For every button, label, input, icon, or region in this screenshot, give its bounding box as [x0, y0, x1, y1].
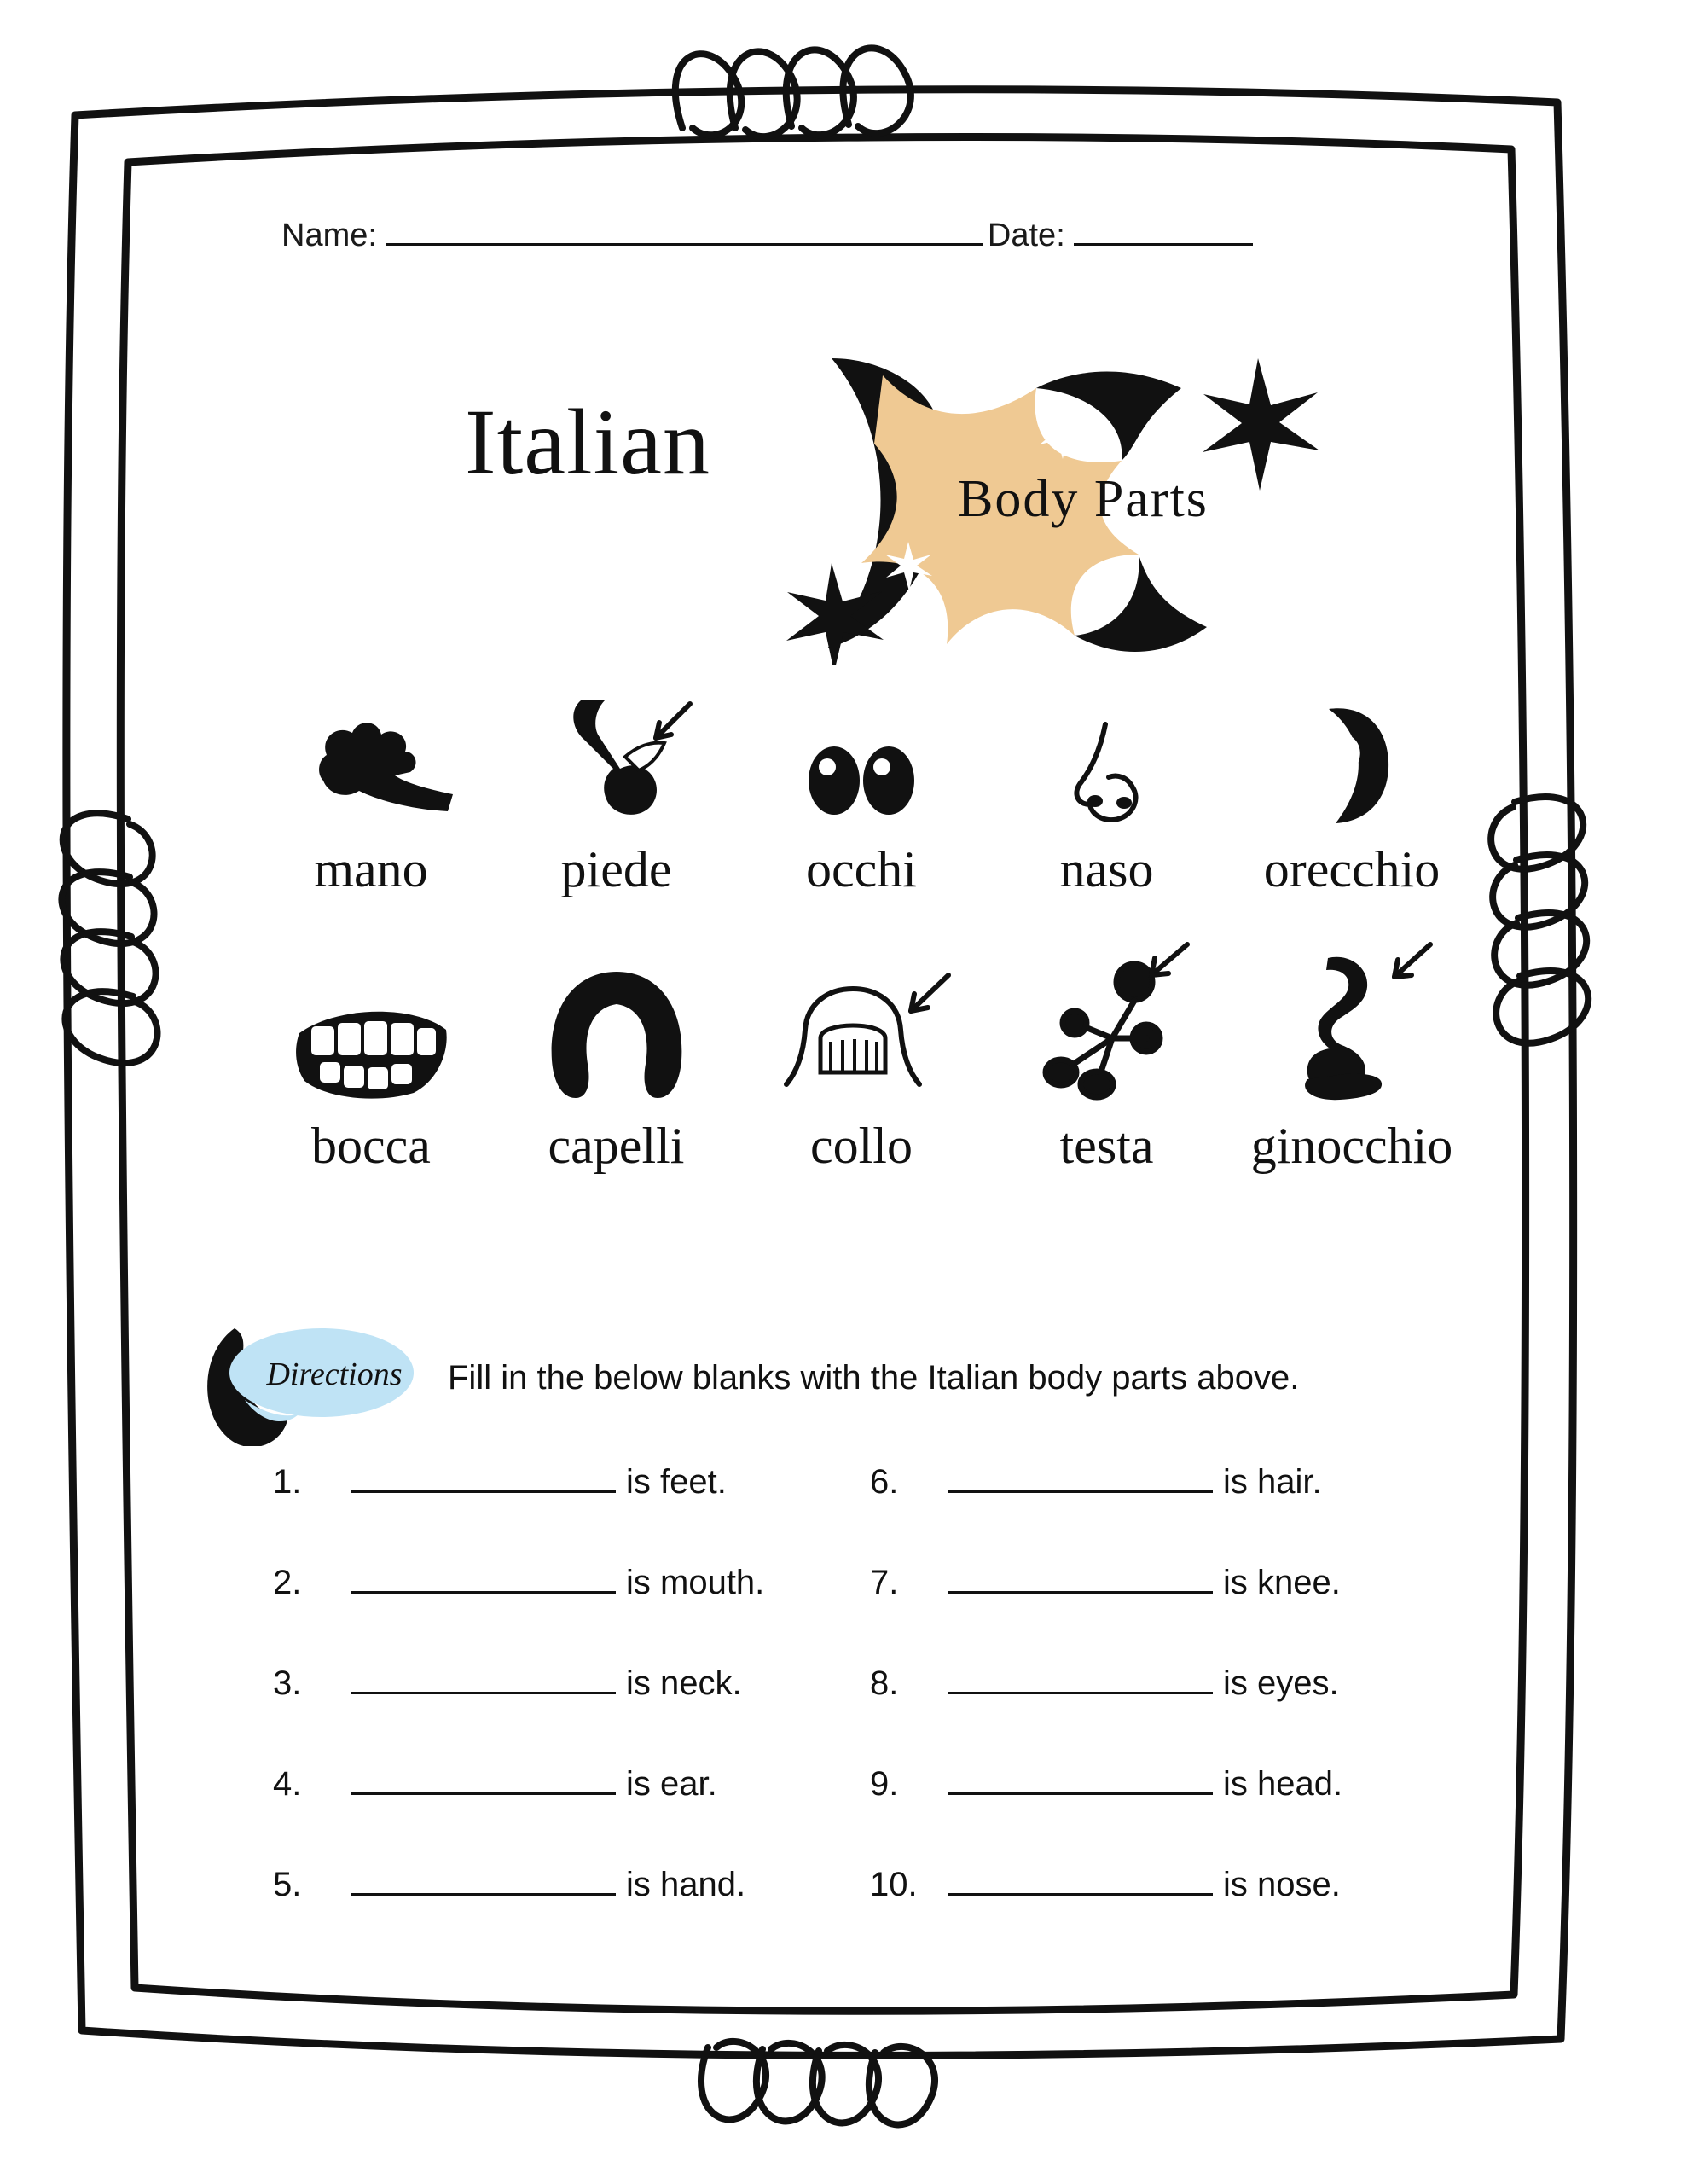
- answer-blank[interactable]: [948, 1893, 1213, 1896]
- directions-badge-label: Directions: [266, 1356, 403, 1392]
- page-title: Italian: [465, 390, 710, 494]
- neck-icon: [746, 950, 977, 1108]
- answer-blank[interactable]: [948, 1490, 1213, 1493]
- vocabulary-grid: [256, 674, 1467, 1227]
- question-number: 4.: [273, 1765, 302, 1803]
- vocab-word: ginocchio: [1250, 1118, 1453, 1174]
- vocab-item-collo: [746, 950, 977, 1176]
- date-input-line[interactable]: [1074, 243, 1253, 246]
- name-label: Name:: [281, 218, 377, 253]
- question-row: [273, 1765, 870, 1866]
- question-text: is ear.: [626, 1765, 717, 1803]
- vocab-word: piede: [560, 841, 672, 897]
- question-text: is hair.: [1223, 1463, 1322, 1501]
- hair-icon: [501, 950, 732, 1108]
- vocab-word: naso: [1059, 841, 1154, 897]
- question-number: 8.: [870, 1664, 899, 1702]
- vocab-item-mano: [256, 674, 486, 899]
- question-text: is mouth.: [626, 1564, 765, 1601]
- question-number: 9.: [870, 1765, 899, 1803]
- question-number: 3.: [273, 1664, 302, 1702]
- vocab-item-occhi: [746, 674, 977, 899]
- vocabulary-row-1: [256, 674, 1467, 899]
- question-row: [870, 1866, 1467, 1966]
- name-input-line[interactable]: [386, 243, 983, 246]
- vocab-word: testa: [1059, 1118, 1154, 1174]
- hand-icon: [256, 674, 486, 832]
- answer-blank[interactable]: [351, 1591, 616, 1594]
- question-text: is eyes.: [1223, 1664, 1339, 1702]
- question-row: [870, 1664, 1467, 1765]
- question-row: [273, 1866, 870, 1966]
- question-row: [273, 1463, 870, 1564]
- head-icon: [992, 950, 1222, 1108]
- vocab-word: capelli: [548, 1118, 685, 1174]
- eyes-icon: [746, 674, 977, 832]
- questions-column-right: [870, 1463, 1467, 1966]
- question-number: 10.: [870, 1866, 918, 1903]
- answer-blank[interactable]: [948, 1692, 1213, 1694]
- vocab-item-piede: [501, 674, 732, 899]
- vocab-item-ginocchio: [1237, 950, 1467, 1176]
- answer-blank[interactable]: [351, 1893, 616, 1896]
- question-text: is neck.: [626, 1664, 742, 1702]
- nose-icon: [992, 674, 1222, 832]
- question-number: 6.: [870, 1463, 899, 1501]
- vocab-item-capelli: [501, 950, 732, 1176]
- knee-icon: [1237, 950, 1467, 1108]
- vocab-item-orecchio: [1237, 674, 1467, 899]
- date-label: Date:: [987, 218, 1065, 253]
- answer-blank[interactable]: [351, 1792, 616, 1795]
- question-number: 7.: [870, 1564, 899, 1601]
- question-text: is hand.: [626, 1866, 746, 1903]
- questions-section: [273, 1463, 1467, 1966]
- ear-icon: [1237, 674, 1467, 832]
- question-number: 2.: [273, 1564, 302, 1601]
- answer-blank[interactable]: [351, 1692, 616, 1694]
- question-text: is feet.: [626, 1463, 727, 1501]
- vocab-word: mano: [314, 841, 428, 897]
- question-row: [273, 1664, 870, 1765]
- vocab-word: occhi: [806, 841, 917, 897]
- question-number: 1.: [273, 1463, 302, 1501]
- answer-blank[interactable]: [351, 1490, 616, 1493]
- title-row: [0, 341, 1687, 665]
- question-row: [870, 1765, 1467, 1866]
- answer-blank[interactable]: [948, 1792, 1213, 1795]
- questions-column-left: [273, 1463, 870, 1966]
- vocab-word: orecchio: [1263, 841, 1441, 897]
- question-row: [870, 1564, 1467, 1664]
- mouth-icon: [256, 950, 486, 1108]
- vocab-item-testa: [992, 950, 1222, 1176]
- question-text: is knee.: [1223, 1564, 1341, 1601]
- title-burst-label: Body Parts: [958, 470, 1209, 528]
- vocab-item-naso: [992, 674, 1222, 899]
- question-text: is nose.: [1223, 1866, 1341, 1903]
- question-text: is head.: [1223, 1765, 1343, 1803]
- vocab-word: bocca: [311, 1118, 431, 1174]
- vocab-item-bocca: [256, 950, 486, 1176]
- name-date-row: [281, 218, 1390, 254]
- answer-blank[interactable]: [948, 1591, 1213, 1594]
- vocab-word: collo: [810, 1118, 913, 1174]
- question-number: 5.: [273, 1866, 302, 1903]
- foot-icon: [501, 674, 732, 832]
- question-row: [870, 1463, 1467, 1564]
- vocabulary-row-2: [256, 950, 1467, 1176]
- directions-row: [192, 1318, 1471, 1446]
- directions-text: Fill in the below blanks with the Italian body parts above.: [448, 1359, 1300, 1397]
- question-row: [273, 1564, 870, 1664]
